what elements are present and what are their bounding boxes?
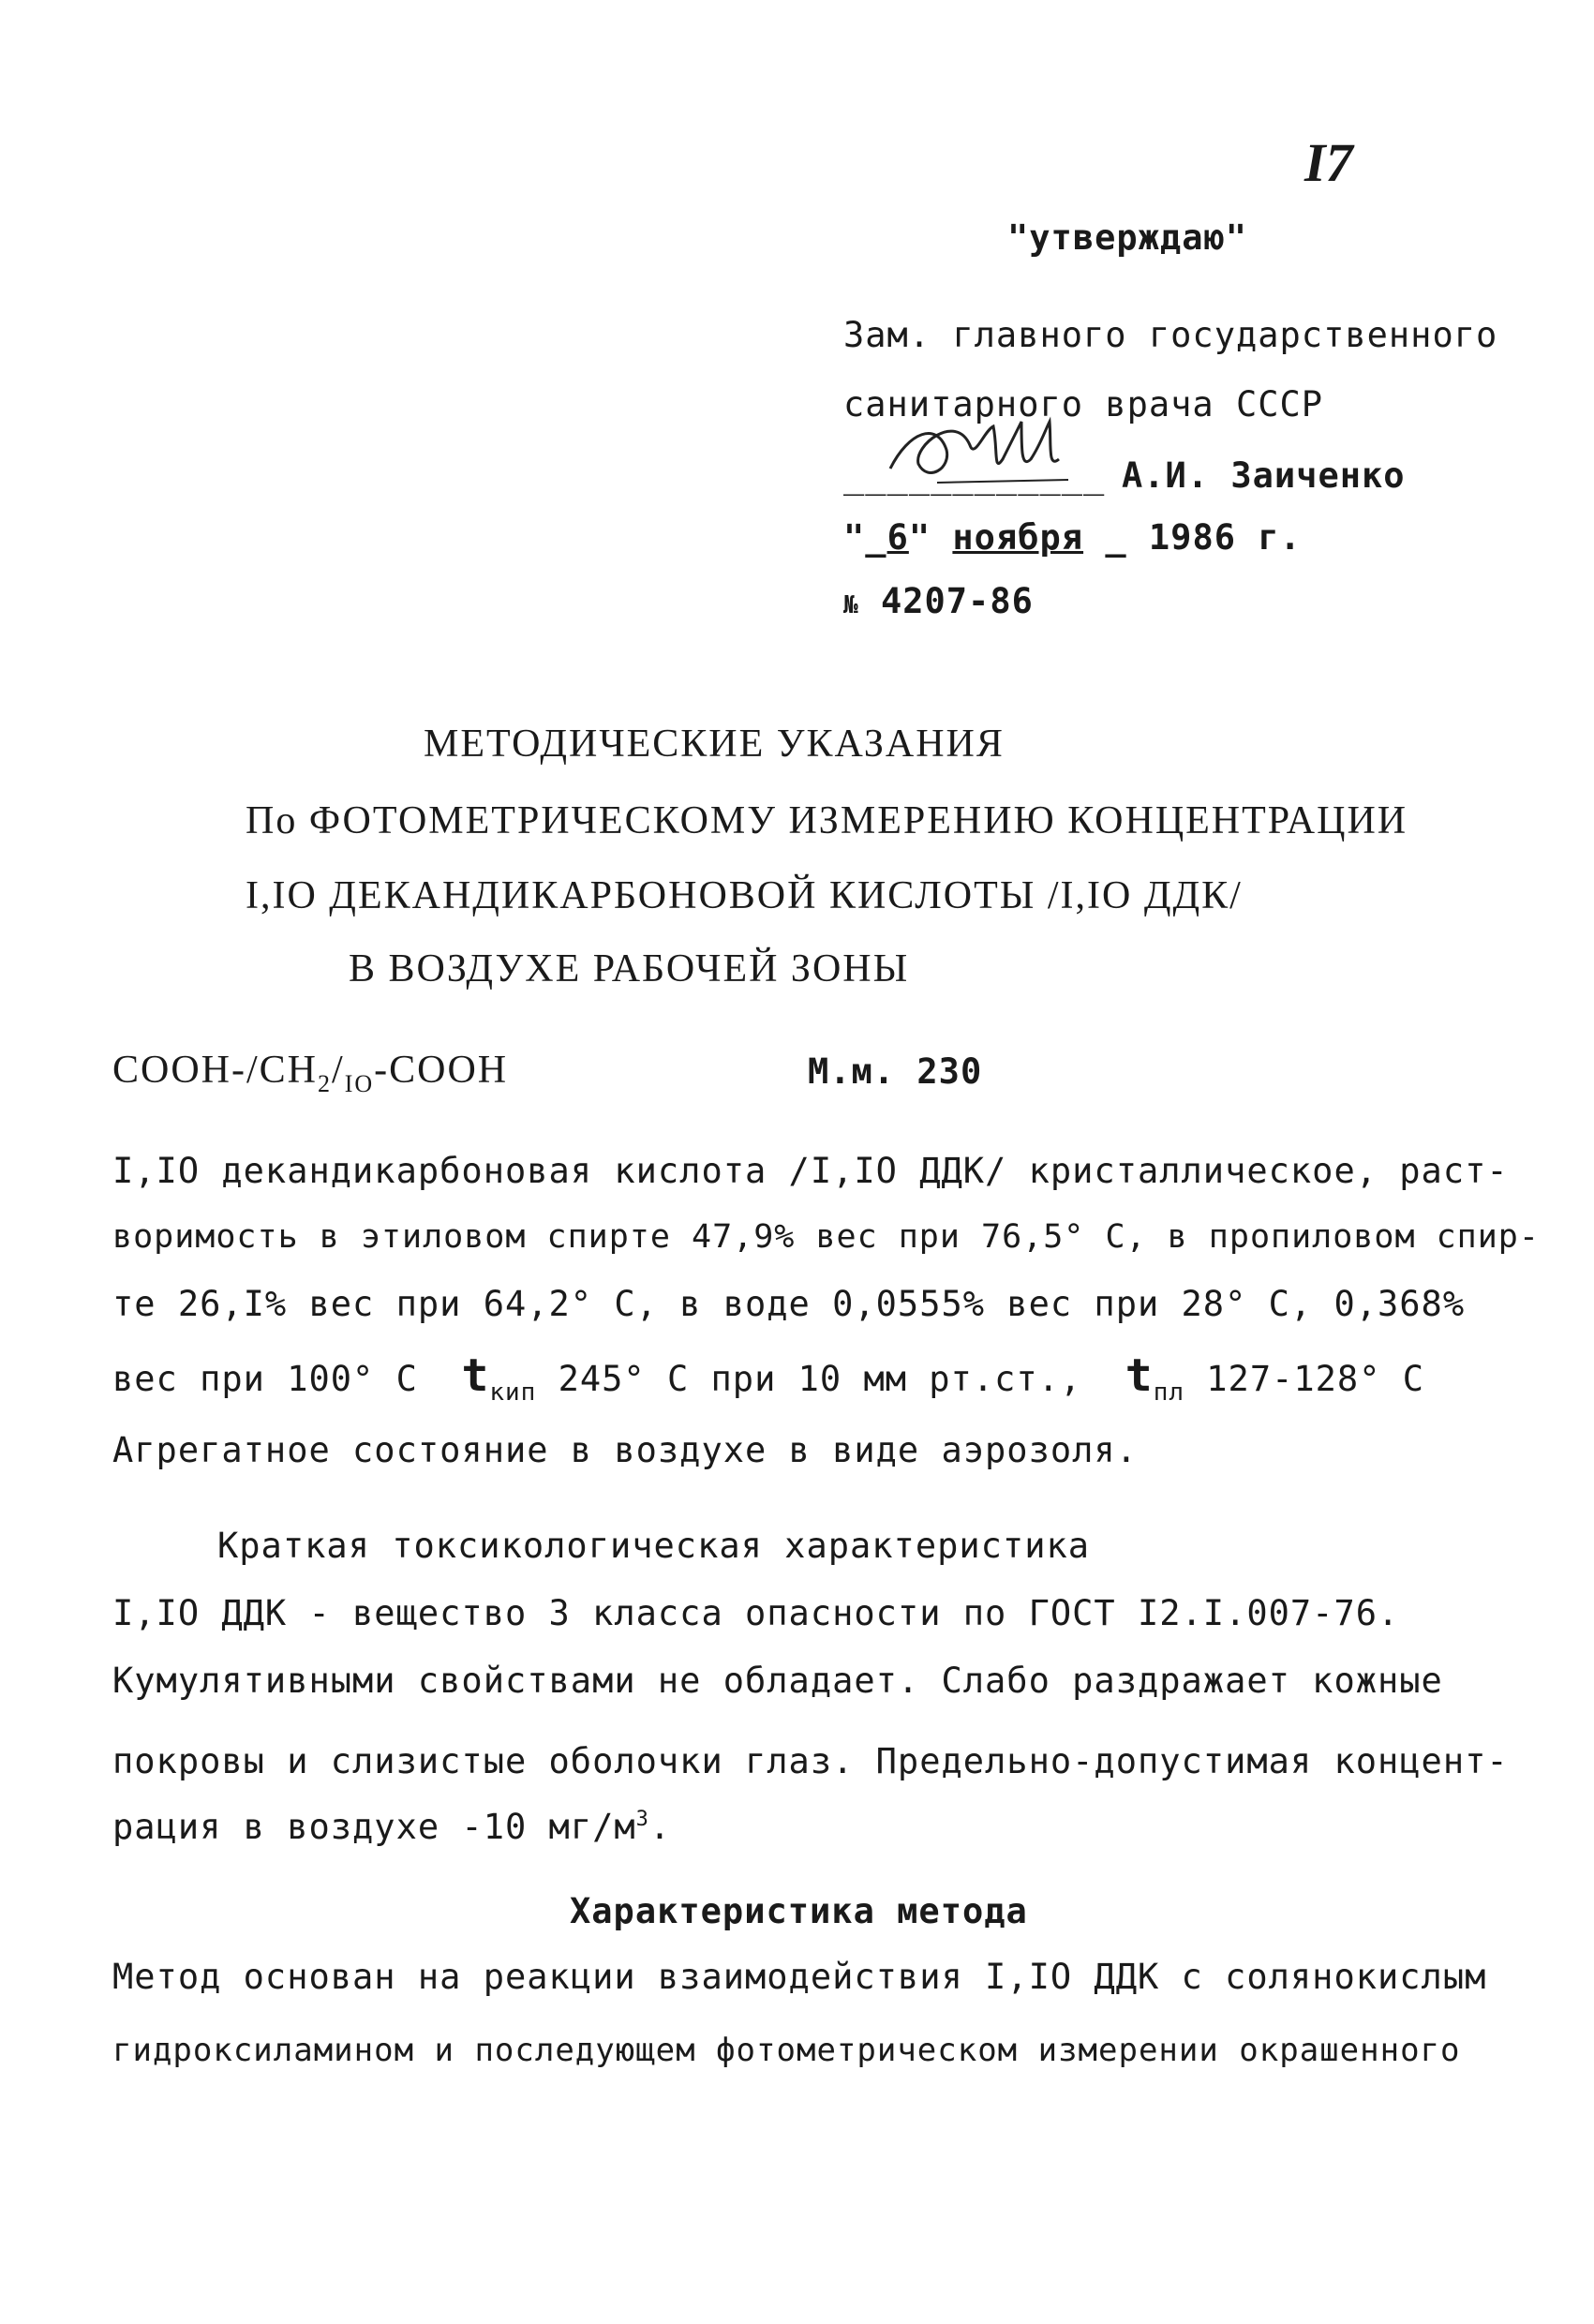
formula-part3: -COOH bbox=[374, 1049, 509, 1092]
t-pl-sub: пл bbox=[1153, 1378, 1184, 1407]
molar-mass bbox=[808, 1051, 982, 1092]
approval-heading: "утверждаю" bbox=[1007, 217, 1248, 258]
tox-line3: покровы и слизистые оболочки глаз. Предельно-допустимая концент- bbox=[112, 1741, 1509, 1781]
signature-graphic bbox=[881, 394, 1125, 497]
number-prefix: № bbox=[843, 591, 859, 619]
formula-part2: / bbox=[332, 1049, 345, 1092]
t-kip-sub: кип bbox=[489, 1378, 537, 1407]
tox-line4 bbox=[112, 1807, 671, 1847]
molar-mass-value: 230 bbox=[916, 1051, 983, 1092]
approval-position-line2: санитарного врача СССР bbox=[843, 384, 1324, 425]
formula-sub2: IO bbox=[344, 1070, 375, 1097]
molar-mass-label: М.м. bbox=[808, 1051, 896, 1092]
tox-line4-b: . bbox=[648, 1807, 672, 1847]
tox-line4-a: рация в воздухе -10 мг/м bbox=[112, 1807, 636, 1847]
approval-position-line1: Зам. главного государственного bbox=[843, 315, 1498, 355]
props-line5: Агрегатное состояние в воздухе в виде аэрозоля. bbox=[112, 1430, 1138, 1470]
t-kip-symbol: t bbox=[461, 1349, 490, 1402]
date-day: 6 bbox=[886, 517, 909, 558]
props-line4-a: вес при 100° С bbox=[112, 1359, 418, 1399]
method-line2: гидроксиламином и последующем фотометрическом измерении окрашенного bbox=[112, 2032, 1461, 2069]
props-line4-b: 245° С при 10 мм рт.ст., bbox=[558, 1359, 1082, 1399]
props-line2: воримость в этиловом спирте 47,9% вес при 76,5° С, в пропиловом спир- bbox=[112, 1218, 1540, 1256]
formula-part1: COOH-/CH bbox=[112, 1049, 319, 1092]
approval-date bbox=[843, 517, 1302, 558]
title-line3: I,IO ДЕКАНДИКАРБОНОВОЙ КИСЛОТЫ /I,IO ДДК/ bbox=[246, 874, 1243, 917]
date-month: ноября bbox=[952, 517, 1084, 558]
date-year: _ 1986 г. bbox=[1105, 517, 1302, 558]
date-open: "_ bbox=[843, 517, 887, 558]
method-heading: Характеристика метода bbox=[570, 1891, 1028, 1931]
title-line1: МЕТОДИЧЕСКИЕ УКАЗАНИЯ bbox=[424, 723, 1005, 766]
props-line4-c: 127-128° С bbox=[1206, 1359, 1425, 1399]
number-value: 4207-86 bbox=[880, 581, 1034, 621]
tox-line1: I,IO ДДК - вещество 3 класса опасности по ГОСТ I2.I.007-76. bbox=[112, 1593, 1400, 1633]
chemical-formula bbox=[112, 1048, 508, 1098]
page-number: I7 bbox=[1304, 132, 1353, 193]
tox-line4-sup: 3 bbox=[635, 1808, 649, 1831]
t-pl-symbol: t bbox=[1125, 1349, 1154, 1402]
tox-heading: Краткая токсикологическая характеристика bbox=[217, 1526, 1091, 1566]
title-line4: В ВОЗДУХЕ РАБОЧЕЙ ЗОНЫ bbox=[349, 947, 910, 991]
approver-name: А.И. Заиченко bbox=[1122, 455, 1406, 496]
props-line4 bbox=[112, 1349, 1424, 1407]
tox-line2: Кумулятивными свойствами не обладает. Слабо раздражает кожные bbox=[112, 1661, 1443, 1701]
date-mid: " bbox=[908, 517, 931, 558]
method-line1: Метод основан на реакции взаимодействия I,IO ДДК с солянокислым bbox=[112, 1957, 1487, 1997]
props-line3: те 26,I% вес при 64,2° С, в воде 0,0555% вес при 28° С, 0,368% bbox=[112, 1284, 1466, 1324]
formula-sub1: 2 bbox=[318, 1070, 333, 1097]
props-line1: I,IO декандикарбоновая кислота /I,IO ДДК/ кристаллическое, раст- bbox=[112, 1151, 1509, 1191]
signature-blank: ____________ bbox=[843, 455, 1106, 496]
title-line2: По ФОТОМЕТРИЧЕСКОМУ ИЗМЕРЕНИЮ КОНЦЕНТРАЦИИ bbox=[246, 799, 1408, 842]
approval-number bbox=[843, 581, 1034, 621]
